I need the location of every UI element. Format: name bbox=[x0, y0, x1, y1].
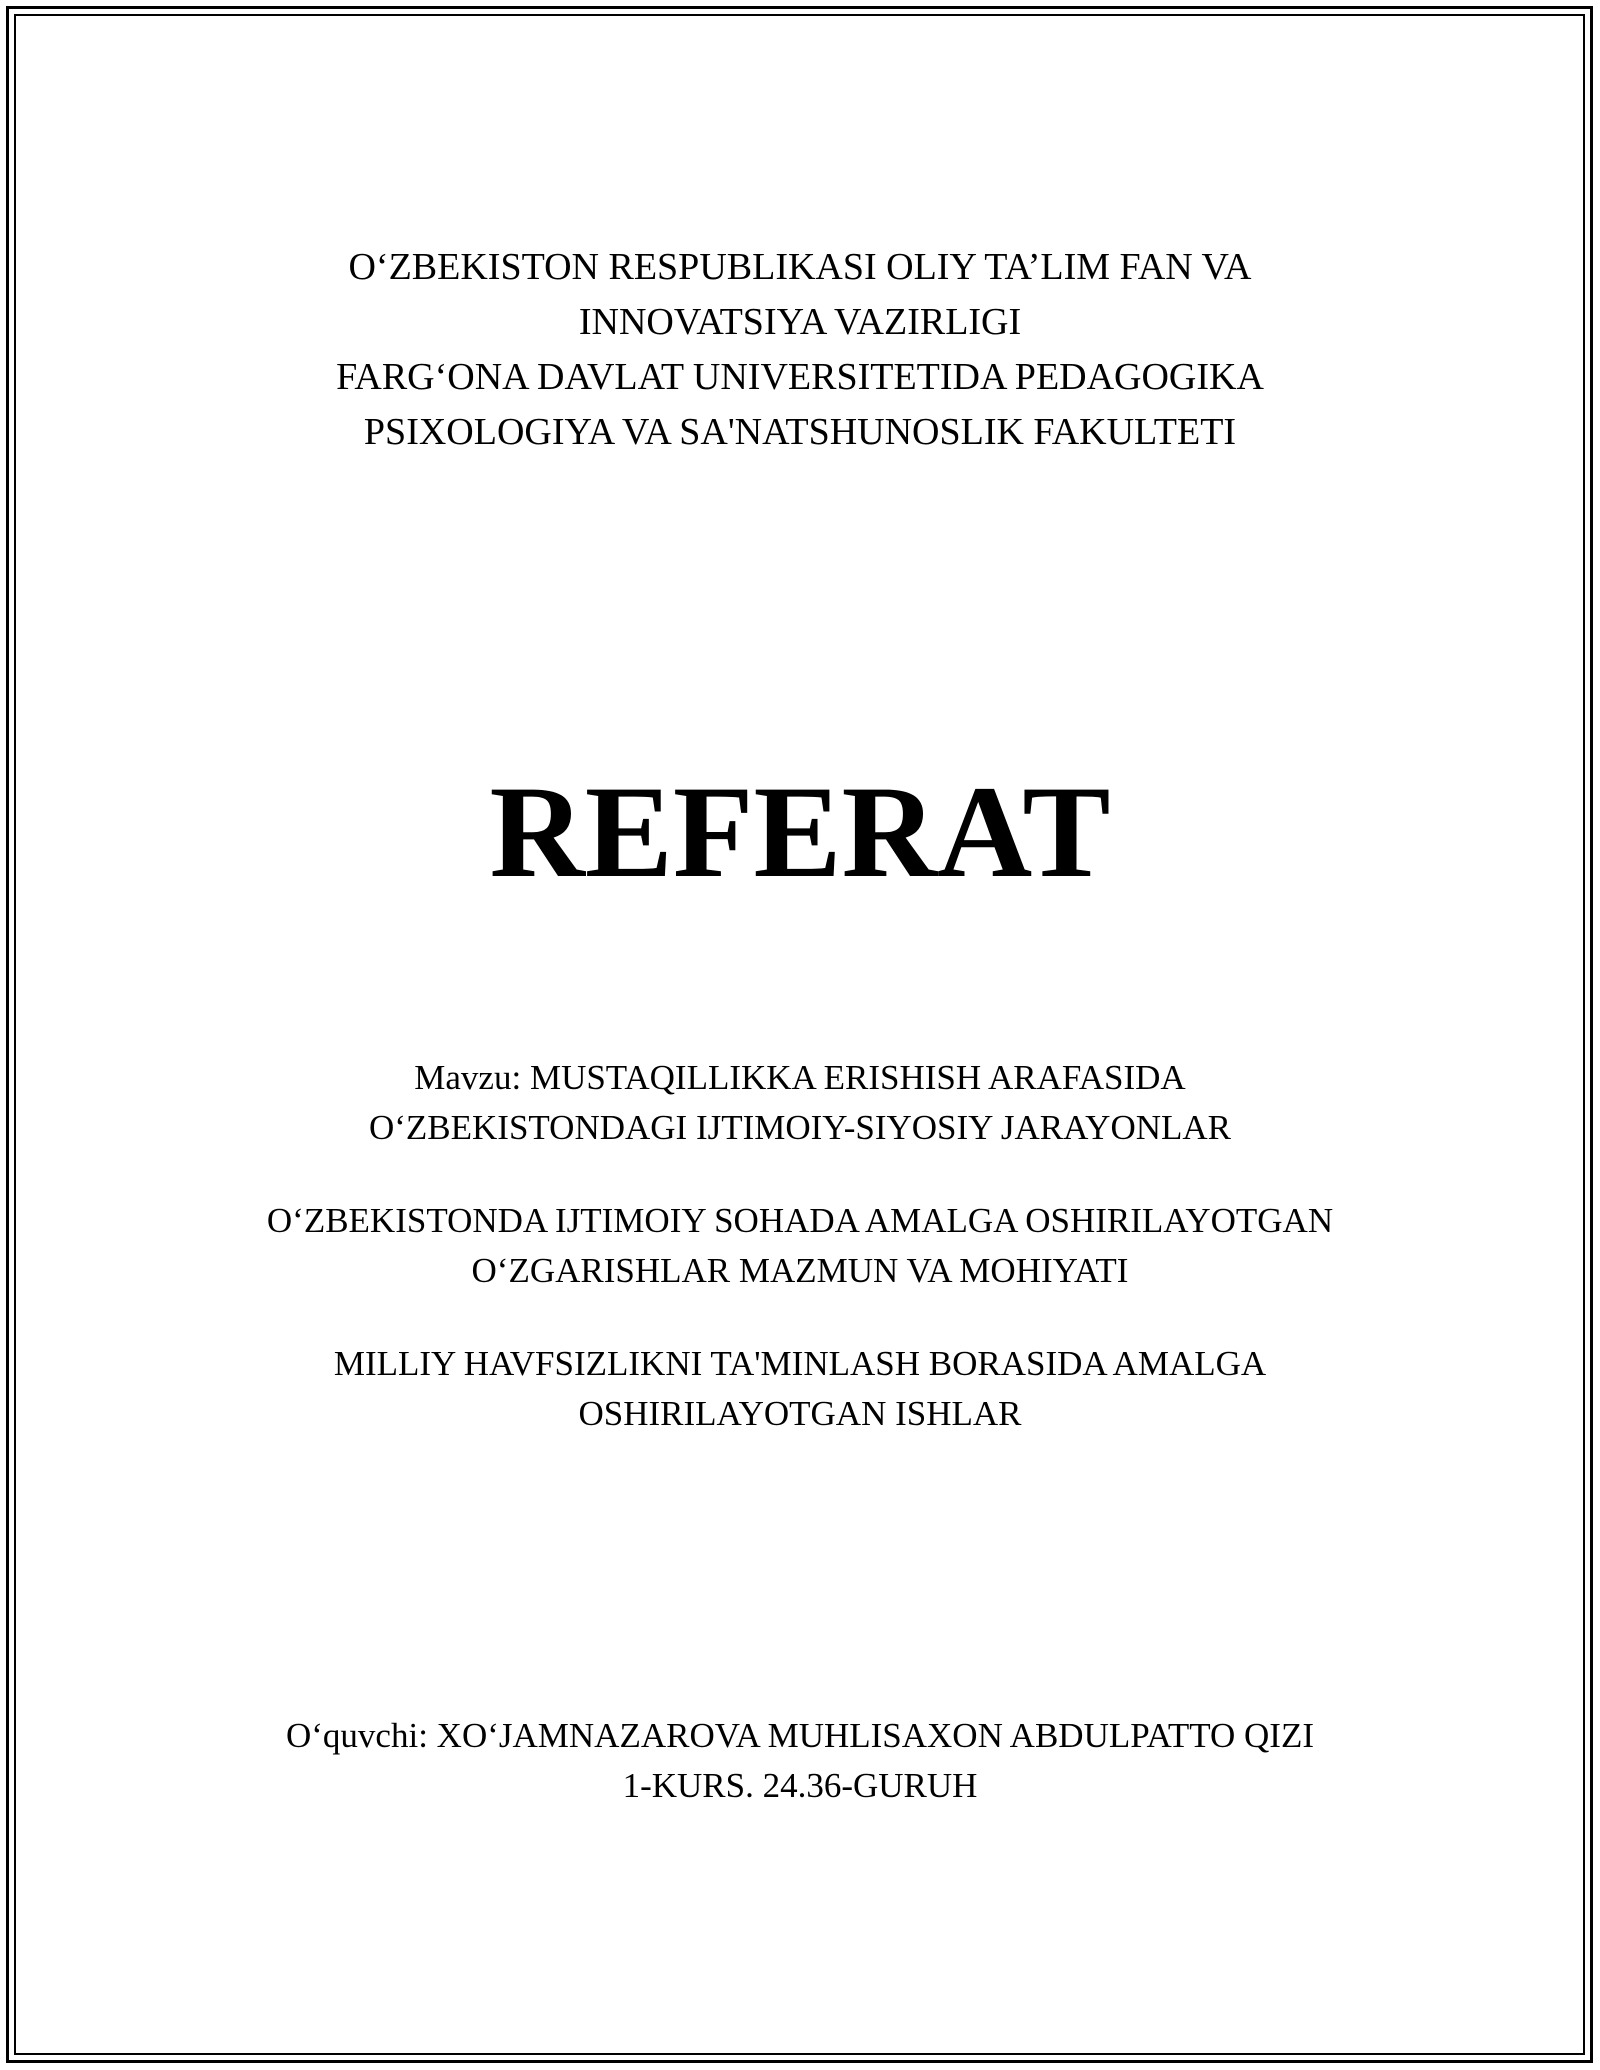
topic-line: O‘ZBEKISTONDA IJTIMOIY SOHADA AMALGA OSHIRILAYOTGAN bbox=[266, 1201, 1334, 1240]
header-line: PSIXOLOGIYA VA SA'NATSHUNOSLIK FAKULTETI bbox=[363, 411, 1237, 453]
header-line: FARG‘ONA DAVLAT UNIVERSITETIDA PEDAGOGIKA bbox=[336, 356, 1264, 398]
topic-line: O‘ZBEKISTONDAGI IJTIMOIY-SIYOSIY JARAYONLAR bbox=[368, 1108, 1232, 1147]
topic-line: OSHIRILAYOTGAN ISHLAR bbox=[578, 1394, 1022, 1433]
header-line: O‘ZBEKISTON RESPUBLIKASI OLIY TA’LIM FAN VA bbox=[348, 246, 1252, 288]
topic-line: O‘ZGARISHLAR MAZMUN VA MOHIYATI bbox=[471, 1251, 1129, 1290]
topic-line: MILLIY HAVFSIZLIKNI TA'MINLASH BORASIDA AMALGA bbox=[333, 1344, 1267, 1383]
topic-line: Mavzu: MUSTAQILLIKKA ERISHISH ARAFASIDA bbox=[414, 1058, 1186, 1097]
topics-section bbox=[0, 1053, 1600, 1482]
header-line: INNOVATSIYA VAZIRLIGI bbox=[578, 301, 1022, 343]
topic-3 bbox=[0, 1339, 1600, 1439]
student-group: 1-KURS. 24.36-GURUH bbox=[622, 1766, 978, 1805]
student-info bbox=[0, 1711, 1600, 1811]
topic-2 bbox=[0, 1196, 1600, 1296]
ministry-header bbox=[0, 240, 1600, 460]
topic-1 bbox=[0, 1053, 1600, 1153]
document-title: REFERAT bbox=[489, 758, 1111, 905]
student-name: O‘quvchi: XO‘JAMNAZAROVA MUHLISAXON ABDULPATTO QIZI bbox=[286, 1716, 1314, 1755]
